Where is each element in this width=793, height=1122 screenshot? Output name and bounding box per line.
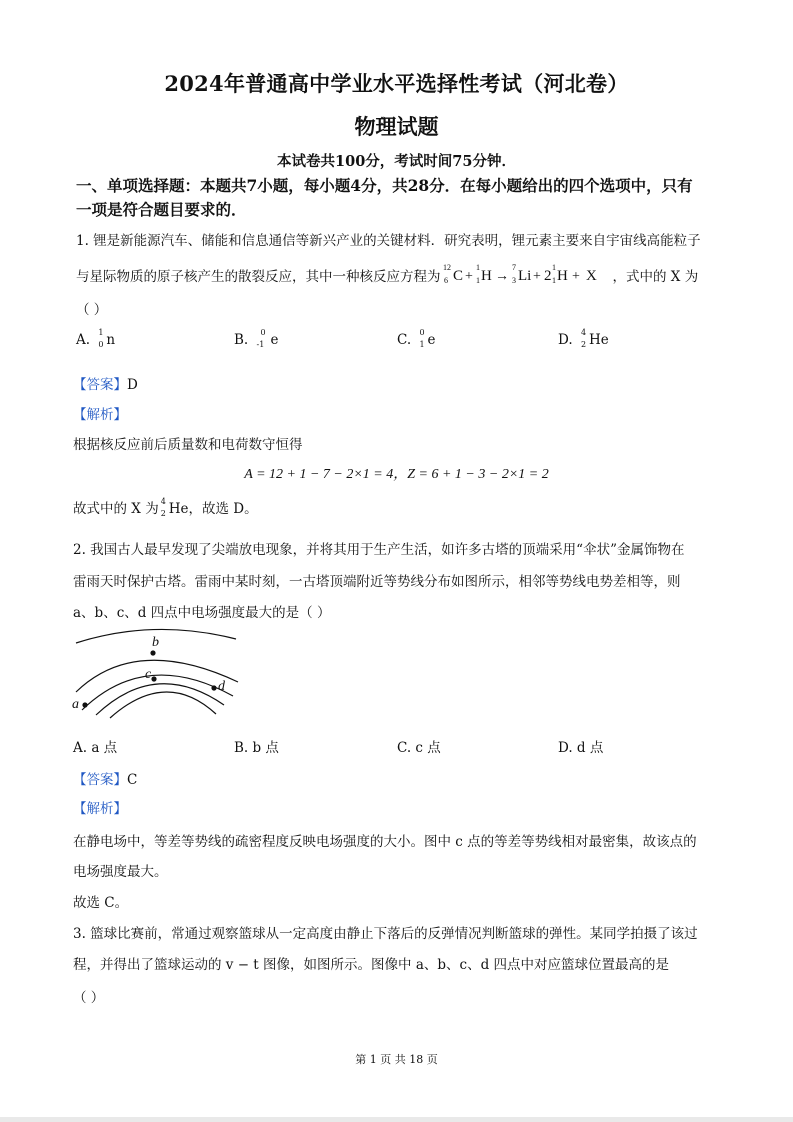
q1-stem-text-end: ，式中的 X 为 [612, 269, 699, 285]
q2-option-b[interactable]: B. b 点 [234, 740, 279, 756]
svg-text:H: H [556, 268, 568, 284]
q2-analysis-tag: 【解析】 [73, 801, 127, 817]
svg-text:+: + [571, 269, 580, 284]
section-heading-cont: 一项是符合题目要求的． [76, 200, 247, 219]
q1-analysis-line1: 根据核反应前后质量数和电荷数守恒得 [73, 437, 303, 453]
page-footer: 第 1 页 共 18 页 [355, 1053, 438, 1066]
svg-text:+: + [532, 269, 541, 284]
svg-text:Li: Li [517, 268, 531, 284]
q1-option-b[interactable]: B. 0 -1 e [234, 328, 279, 349]
q1-answer [73, 373, 138, 393]
svg-text:C: C [452, 268, 463, 284]
answer-tag: 【答案】 [73, 772, 127, 788]
equipotential-line [96, 684, 224, 715]
svg-text:12: 12 [442, 263, 451, 272]
exam-note: 本试卷共100分，考试时间75分钟． [277, 153, 516, 170]
q2-option-d[interactable]: D. d 点 [558, 740, 604, 756]
svg-text:1: 1 [551, 276, 556, 285]
q1-answer-paren: （ ） [76, 302, 108, 318]
q2-option-c[interactable]: C. c 点 [397, 740, 441, 756]
svg-text:2: 2 [543, 268, 551, 284]
q2-analysis-line1: 在静电场中，等差等势线的疏密程度反映电场强度的大小。图中 c 点的等差等势线相对最密集，故该点的 [73, 834, 697, 850]
q1-analysis-tag: 【解析】 [73, 407, 127, 423]
point-c [151, 676, 156, 681]
q1-option-a[interactable]: A. 1 0 n [76, 328, 116, 349]
nuclear-equation [441, 262, 613, 288]
point-b [150, 650, 155, 655]
svg-text:7: 7 [511, 263, 516, 272]
q2-stem-line2: 雷雨天时保护古塔。雷雨中某时刻，一古塔顶端附近等势线分布如图所示，相邻等势线电势差相等，则 [73, 574, 681, 590]
point-d [211, 685, 216, 690]
q1-conclusion: 故式中的 X 为 4 2 He，故选 D。 [73, 497, 258, 518]
equipotential-figure [66, 622, 246, 722]
label-b: b [152, 635, 159, 650]
svg-text:1: 1 [551, 263, 556, 272]
q2-stem-line1: 2. 我国古人最早发现了尖端放电现象，并将其用于生产生活，如许多古塔的顶端采用“伞状”金属饰物在 [73, 542, 685, 558]
label-d: d [218, 679, 225, 694]
svg-text:1: 1 [475, 263, 480, 272]
q3-stem-line1: 3. 篮球比赛前，常通过观察篮球从一定高度由静止下落后的反弹情况判断篮球的弹性。某同学拍摄了该过 [73, 926, 698, 942]
svg-text:+: + [464, 269, 473, 284]
svg-text:1: 1 [475, 276, 480, 285]
q1-equation: A = 12 + 1 − 7 − 2×1 = 4，Z = 6 + 1 − 3 − 2×1 = 2 [244, 467, 549, 482]
svg-text:X: X [585, 268, 597, 284]
answer-value: D [127, 377, 138, 393]
q1-option-c[interactable]: C. 0 1 e [397, 328, 436, 349]
section-heading: 一、单项选择题：本题共7小题，每小题4分，共28分．在每小题给出的四个选项中，只有 [76, 176, 693, 195]
subject-title: 物理试题 [354, 114, 439, 139]
q1-stem-line1: 1. 锂是新能源汽车、储能和信息通信等新兴产业的关键材料．研究表明，锂元素主要来自宇宙线高能粒子 [76, 233, 701, 249]
q1-stem-line2 [76, 262, 698, 288]
q2-answer [73, 768, 137, 788]
label-a: a [72, 697, 79, 712]
svg-text:6: 6 [443, 276, 448, 285]
q3-stem-line2: 程，并得出了篮球运动的 v − t 图像，如图所示。图像中 a、b、c、d 四点中对应篮球位置最高的是 [73, 957, 670, 973]
page-title: 2024年普通高中学业水平选择性考试（河北卷） [164, 71, 629, 96]
answer-tag: 【答案】 [73, 377, 127, 393]
svg-text:H: H [480, 268, 492, 284]
q1-option-d[interactable]: D. 4 2 He [558, 328, 609, 349]
q2-analysis-line3: 故选 C。 [73, 895, 129, 911]
svg-text:3: 3 [511, 276, 516, 285]
q2-stem-line3: a、b、c、d 四点中电场强度最大的是（ ） [73, 605, 331, 621]
q1-stem-text: 与星际物质的原子核产生的散裂反应，其中一种核反应方程为 [76, 269, 441, 285]
point-a [82, 702, 87, 707]
answer-value: C [127, 772, 138, 788]
q2-option-a[interactable]: A. a 点 [73, 740, 118, 756]
equipotential-line [110, 692, 216, 718]
label-c: c [145, 667, 152, 682]
q3-answer-paren: （ ） [73, 990, 105, 1006]
page-edge [0, 1117, 793, 1122]
q2-analysis-line2: 电场强度最大。 [73, 864, 168, 880]
svg-text:→: → [494, 269, 509, 284]
